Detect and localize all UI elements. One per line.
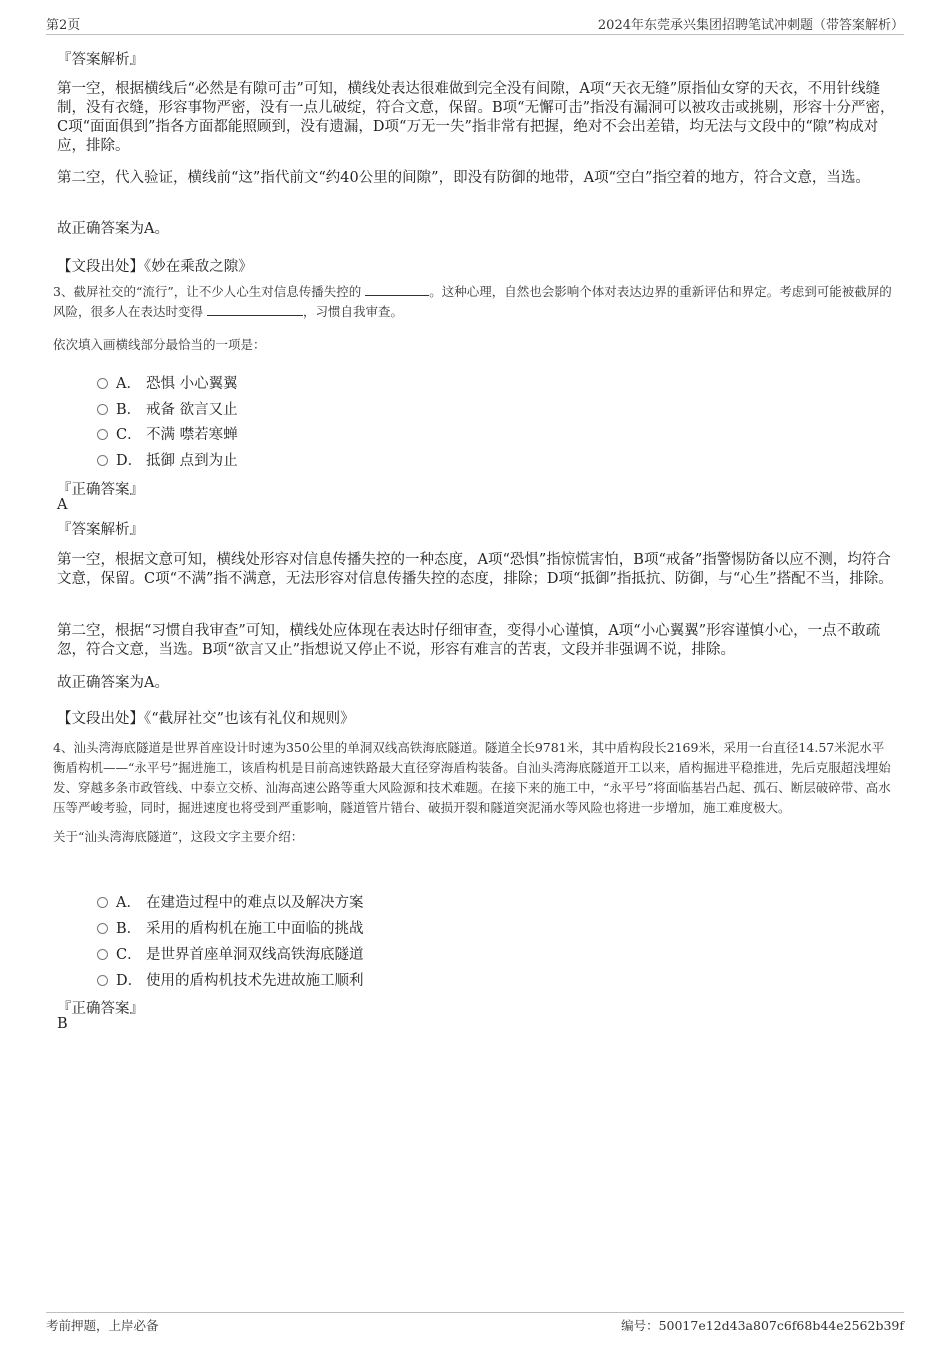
- document-id: 编号：50017e12d43a807c6f68b44e2562b39f: [621, 1318, 904, 1333]
- page-footer: [46, 1312, 904, 1337]
- correct-answer-label: 『正确答案』: [57, 1001, 144, 1017]
- passage-source: 【文段出处】《“截屏社交”也该有礼仪和规则》: [57, 711, 355, 727]
- option-c[interactable]: C． 是世界首座单洞双线高铁海底隧道: [97, 943, 364, 963]
- option-a[interactable]: A． 恐惧 小心翼翼: [97, 372, 238, 392]
- question-stem: [53, 282, 895, 322]
- radio-icon[interactable]: [97, 975, 108, 986]
- analysis-paragraph-1: 第一空，根据文意可知，横线处形容对信息传播失控的一种态度，A项“恐惧”指惊慌害怕，B项“戒备”指警惕防备以应不测，均符合文意，保留。C项“不满”指不满意，无法形容对信息传播失控的态度，排除；D项“抵御”指抵抗、防御，与“心生”搭配不当，排除。: [57, 552, 893, 587]
- document-title: 2024年东莞承兴集团招聘笔试冲刺题（带答案解析）: [597, 18, 904, 33]
- page-header: [46, 14, 904, 35]
- stem-part-1: 3、截屏社交的“流行”，让不少人心生对信息传播失控的: [53, 284, 366, 299]
- blank-2: [207, 303, 303, 316]
- option-d[interactable]: D． 抵御 点到为止: [97, 449, 238, 469]
- radio-icon[interactable]: [97, 923, 108, 934]
- stem-part-3: ，习惯自我审查。: [302, 304, 403, 319]
- radio-icon[interactable]: [97, 897, 108, 908]
- option-d[interactable]: D． 使用的盾构机技术先进故施工顺利: [97, 969, 364, 989]
- blank-1: [365, 283, 429, 296]
- correct-answer: B: [57, 1016, 68, 1032]
- radio-icon[interactable]: [97, 404, 108, 415]
- analysis-paragraph-1: 第一空，根据横线后“必然是有隙可击”可知，横线处表达很难做到完全没有间隙，A项“天衣无缝”原指仙女穿的天衣，不用针线缝制，没有衣缝，形容事物严密，没有一点儿破绽，符合文意，保留。B项“无懈可击”指没有漏洞可以被攻击或挑剔，形容十分严密，C项“面面俱到”指各方面都能照顾到，没有遗漏，D项“万无一失”指非常有把握，绝对不会出差错，均无法与文段中的“隙”构成对应，排除。: [57, 81, 895, 154]
- correct-answer: A: [57, 497, 68, 513]
- analysis-label: 『答案解析』: [57, 52, 144, 68]
- analysis-conclusion: 故正确答案为A。: [57, 221, 169, 237]
- option-a[interactable]: A． 在建造过程中的难点以及解决方案: [97, 891, 364, 911]
- analysis-label: 『答案解析』: [57, 522, 144, 538]
- footer-slogan: 考前押题，上岸必备: [46, 1318, 159, 1333]
- analysis-paragraph-2: 第二空，根据“习惯自我审查”可知，横线处应体现在表达时仔细审查，变得小心谨慎，A项“小心翼翼”形容谨慎小心，一点不敢疏忽，符合文意，当选。B项“欲言又止”指想说又停止不说，形容有难言的苦衷，文段并非强调不说，排除。: [57, 623, 881, 658]
- radio-icon[interactable]: [97, 949, 108, 960]
- analysis-conclusion: 故正确答案为A。: [57, 675, 169, 691]
- question-stem: 4、汕头湾海底隧道是世界首座设计时速为350公里的单洞双线高铁海底隧道。隧道全长9781米，其中盾构段长2169米，采用一台直径14.57米泥水平衡盾构机——“永平号”掘进施工，该盾构机是目前高速铁路最大直径穿海盾构装备。自汕头湾海底隧道开工以来，盾构掘进平稳推进，先后克服超浅埋始发、穿越多条市政管线、中泰立交桥、汕海高速公路等重大风险源和技术难题。在接下来的施工中，“永平号”将面临基岩凸起、孤石、断层破碎带、高水压等严峻考验，同时，掘进速度也将受到严重影响，隧道管片错台、破损开裂和隧道突泥涌水等风险也将进一步增加，施工难度极大。: [53, 740, 891, 815]
- option-b[interactable]: B． 戒备 欲言又止: [97, 398, 238, 418]
- analysis-paragraph-2: 第二空，代入验证，横线前“这”指代前文“约40公里的间隙”，即没有防御的地带，A项“空白”指空着的地方，符合文意，当选。: [57, 170, 870, 186]
- page-number: 第2页: [46, 18, 81, 33]
- option-c[interactable]: C． 不满 噤若寒蝉: [97, 423, 238, 443]
- radio-icon[interactable]: [97, 455, 108, 466]
- radio-icon[interactable]: [97, 378, 108, 389]
- question-prompt: 依次填入画横线部分最恰当的一项是：: [53, 337, 266, 352]
- correct-answer-label: 『正确答案』: [57, 482, 144, 498]
- option-b[interactable]: B． 采用的盾构机在施工中面临的挑战: [97, 917, 364, 937]
- stem-part-2: 。这种心理，自然也会影响个体对表达边界的重新评估和界定。考虑到可能被截屏的风险，很多人在表达时变得: [53, 284, 892, 319]
- passage-source: 【文段出处】《妙在乘敌之隙》: [57, 259, 253, 275]
- question-prompt: 关于“汕头湾海底隧道”，这段文字主要介绍：: [53, 829, 304, 844]
- radio-icon[interactable]: [97, 429, 108, 440]
